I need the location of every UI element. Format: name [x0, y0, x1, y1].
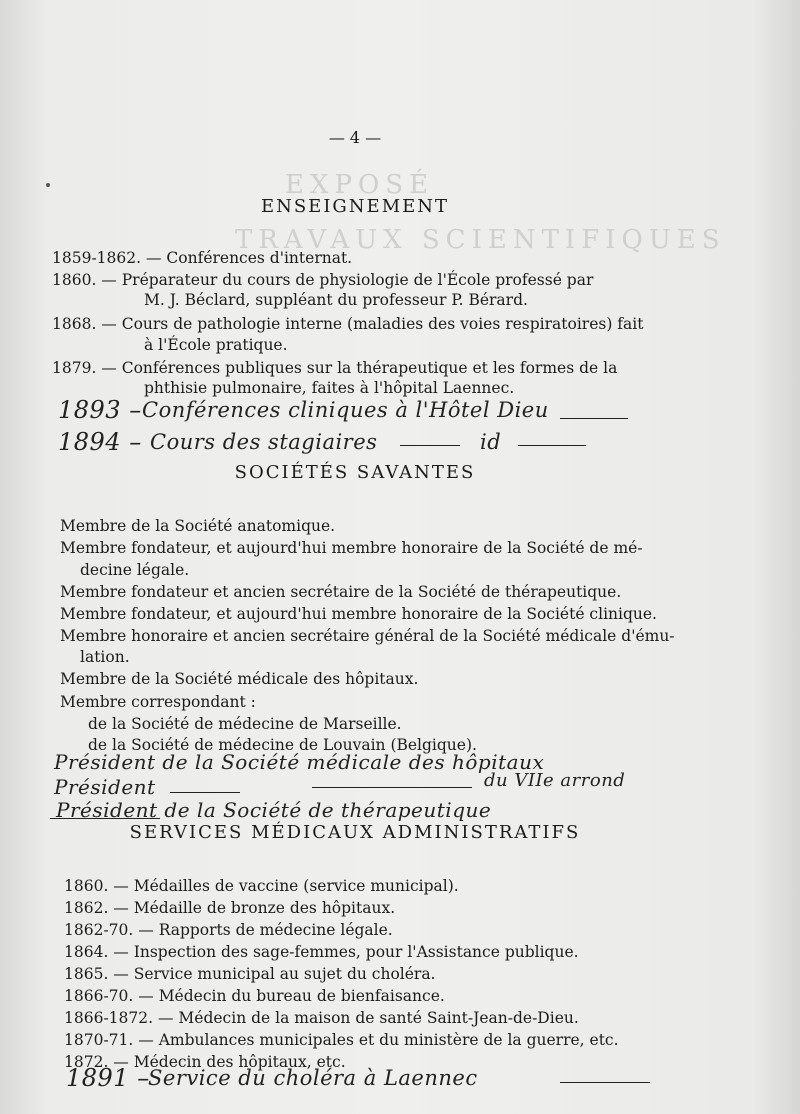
- handwritten-rule: [170, 792, 240, 793]
- handwritten-note: Président de la Société médicale des hôpitaux: [54, 750, 545, 774]
- section-title-enseignement: ENSEIGNEMENT: [260, 196, 450, 217]
- list-item: de la Société de médecine de Marseille.: [88, 715, 402, 733]
- list-item: Membre de la Société anatomique.: [60, 517, 336, 535]
- handwritten-note: id: [480, 430, 502, 454]
- list-item: à l'École pratique.: [144, 336, 288, 354]
- handwritten-year: 1894 –: [58, 428, 142, 456]
- section-title-services: SERVICES MÉDICAUX ADMINISTRATIFS: [129, 822, 581, 843]
- handwritten-note: du VIIe arrond: [484, 770, 626, 791]
- list-item: 1860. — Médailles de vaccine (service municipal).: [64, 877, 459, 895]
- list-item: 1866-70. — Médecin du bureau de bienfaisance.: [64, 987, 445, 1005]
- handwritten-rule: [312, 787, 472, 788]
- handwritten-year: 1893 –: [58, 396, 142, 424]
- list-item: 1864. — Inspection des sage-femmes, pour l'Assistance publique.: [64, 943, 579, 961]
- paper-speck: [46, 183, 50, 187]
- list-item: Membre fondateur et ancien secrétaire de la Société de thérapeutique.: [60, 583, 622, 601]
- list-item: Membre fondateur, et aujourd'hui membre honoraire de la Société de mé-: [60, 539, 643, 557]
- list-item: 1859-1862. — Conférences d'internat.: [52, 249, 353, 267]
- handwritten-rule: [560, 1082, 650, 1083]
- list-item: M. J. Béclard, suppléant du professeur P. Bérard.: [144, 291, 528, 309]
- section-title-societes: SOCIÉTÉS SAVANTES: [234, 462, 476, 483]
- list-item: de la Société de médecine de Louvain (Belgique).: [88, 736, 477, 754]
- list-item: Membre de la Société médicale des hôpitaux.: [60, 670, 419, 688]
- handwritten-rule: [50, 818, 160, 819]
- list-item: 1879. — Conférences publiques sur la thérapeutique et les formes de la: [52, 359, 618, 377]
- list-item: Membre correspondant :: [60, 693, 256, 711]
- bleed-through-text: EXPOSÉ: [285, 170, 435, 200]
- list-item: phthisie pulmonaire, faites à l'hôpital Laennec.: [144, 379, 515, 397]
- handwritten-rule: [400, 445, 460, 446]
- bleed-through-text: TRAVAUX SCIENTIFIQUES: [235, 225, 726, 255]
- handwritten-note: Cours des stagiaires: [150, 430, 378, 454]
- list-item: 1870-71. — Ambulances municipales et du ministère de la guerre, etc.: [64, 1031, 619, 1049]
- list-item: decine légale.: [80, 561, 190, 579]
- list-item: lation.: [80, 648, 130, 666]
- handwritten-rule: [560, 418, 628, 419]
- list-item: 1872. — Médecin des hôpitaux, etc.: [64, 1053, 346, 1071]
- page-number: — 4 —: [328, 128, 382, 147]
- handwritten-note: Service du choléra à Laennec: [148, 1066, 478, 1090]
- handwritten-note: Président de la Société de thérapeutique: [56, 798, 492, 822]
- handwritten-rule: [518, 445, 586, 446]
- list-item: 1865. — Service municipal au sujet du choléra.: [64, 965, 436, 983]
- list-item: 1862-70. — Rapports de médecine légale.: [64, 921, 393, 939]
- list-item: Membre honoraire et ancien secrétaire général de la Société médicale d'ému-: [60, 627, 675, 645]
- list-item: 1868. — Cours de pathologie interne (maladies des voies respiratoires) fait: [52, 315, 644, 333]
- list-item: 1860. — Préparateur du cours de physiologie de l'École professé par: [52, 271, 594, 289]
- list-item: 1862. — Médaille de bronze des hôpitaux.: [64, 899, 396, 917]
- list-item: Membre fondateur, et aujourd'hui membre honoraire de la Société clinique.: [60, 605, 657, 623]
- list-item: 1866-1872. — Médecin de la maison de santé Saint-Jean-de-Dieu.: [64, 1009, 579, 1027]
- handwritten-note: Conférences cliniques à l'Hôtel Dieu: [142, 398, 549, 422]
- handwritten-year: 1891 –: [66, 1064, 150, 1092]
- handwritten-note: Président: [54, 775, 156, 799]
